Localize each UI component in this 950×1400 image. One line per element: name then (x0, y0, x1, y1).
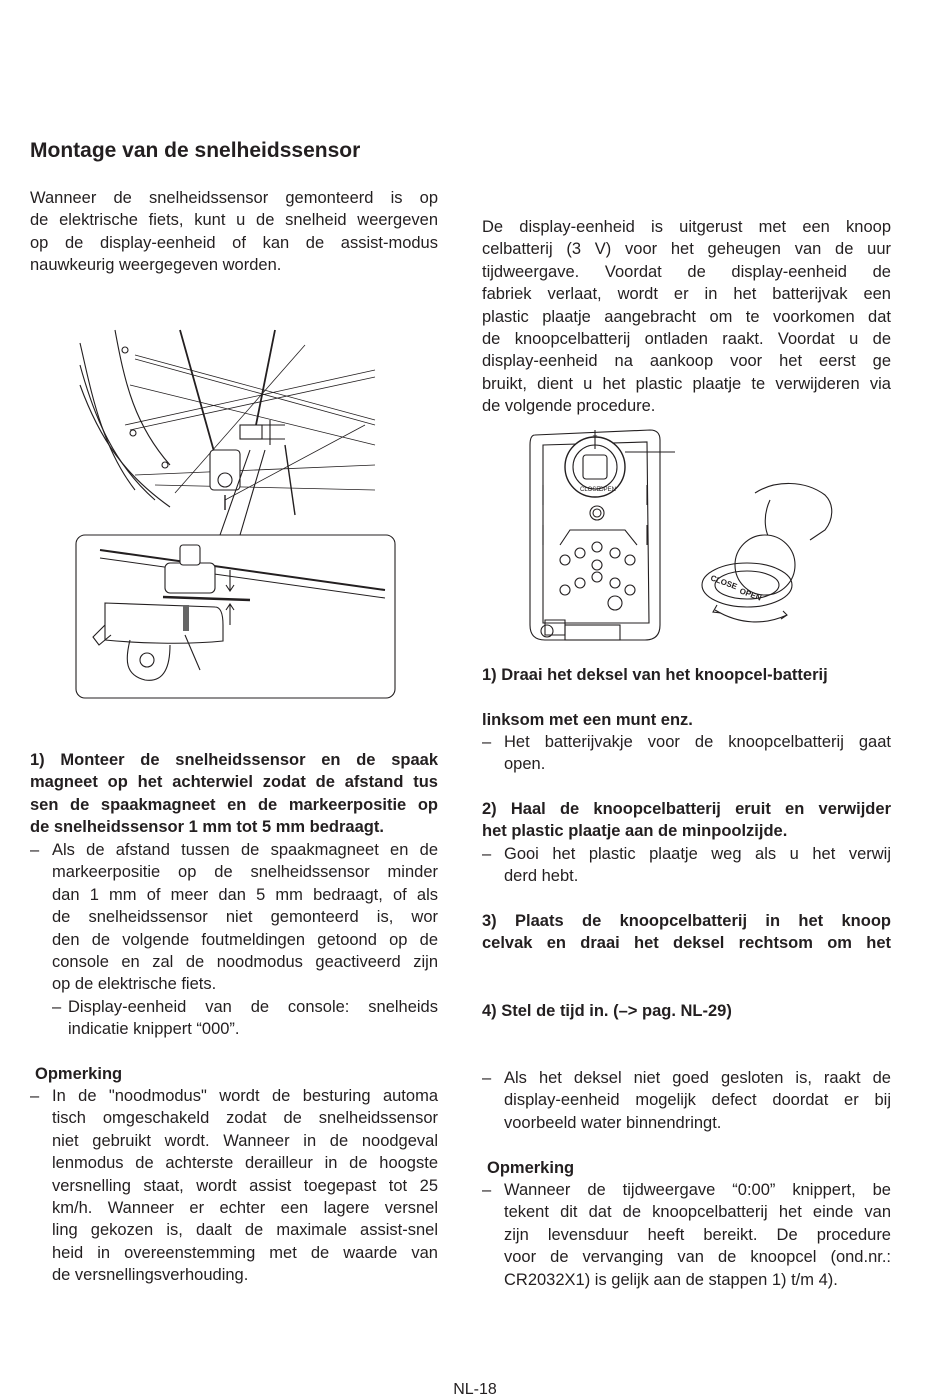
text-line: voor de vervanging van de knoopcel (ond.nr.: (504, 1248, 891, 1267)
text-line: CR2032X1) is gelijk aan de stappen 1) t/m 4). (504, 1270, 838, 1289)
dash-bullet: – (482, 733, 492, 751)
right-step1-line2: linksom met een munt enz. (482, 711, 693, 729)
text-line: Het batterijvakje voor de knoopcelbatterij gaat (504, 733, 891, 751)
right-step4: 4) Stel de tijd in. (–> pag. NL-29) (482, 1002, 732, 1020)
text-line: Display-eenheid van de console: snelheids (68, 997, 438, 1016)
text-line: Als de afstand tussen de spaakmagneet en de (52, 841, 438, 859)
text-line: De display-eenheid is uitgerust met een knoop (482, 218, 891, 236)
text-line: de versnellingsverhouding. (52, 1266, 249, 1285)
text-line: tisch omgeschakeld zodat de snelheidssensor (52, 1109, 438, 1128)
cover-close-label: CLOSE (580, 487, 601, 493)
right-remark (482, 1179, 891, 1291)
text-line: lenmodus de achterste derailleur in de hoogste (52, 1154, 438, 1173)
left-remark-heading: Opmerking (35, 1065, 123, 1083)
text-line: sen de spaakmagneet en de markeerpositie op (30, 795, 438, 814)
text-line: display-eenheid mogelijk defect doordat er bij (504, 1091, 891, 1110)
text-line: de volgende procedure. (482, 397, 656, 416)
text-line: celbatterij (3 V) voor het geheugen van de uur (482, 240, 891, 259)
dash-bullet: – (482, 845, 492, 863)
plus-sign-label: + (592, 431, 598, 441)
page-title: Montage van de snelheidssensor (30, 139, 361, 162)
coin-close-label: CLOSE (709, 573, 739, 592)
text-line: niet gebruikt wordt. Wanneer in de noodgeval (52, 1131, 438, 1150)
text-line: op de elektrische fiets. (52, 975, 217, 994)
text-line: versnelling staat, wordt assist toegepast tot 25 (52, 1176, 438, 1195)
right-step1-line1: 1) Draai het deksel van het knoopcel-batterij (482, 666, 828, 684)
text-line: fabriek verlaat, wordt er in het batterijvak een (482, 285, 891, 304)
right-step2-note (482, 843, 891, 888)
dash-bullet: – (30, 1087, 40, 1105)
right-step1-note (482, 731, 891, 776)
text-line: op de display-eenheid of kan de assist-modus (30, 233, 438, 252)
text-line: het plastic plaatje aan de minpoolzijde. (482, 822, 788, 841)
text-line: celvak en draai het deksel rechtsom om het (482, 934, 891, 953)
dash-bullet: – (52, 997, 62, 1016)
text-line: magneet op het achterwiel zodat de afstand tus (30, 773, 438, 792)
text-line: de elektrische fiets, kunt u de snelheid weergeven (30, 211, 438, 230)
cover-open-label: OPEN (599, 487, 617, 493)
text-line: Als het deksel niet goed gesloten is, raakt de (504, 1069, 891, 1087)
dash-bullet: – (482, 1181, 492, 1199)
text-line: tijdweergave. Voordat de display-eenheid de (482, 262, 891, 281)
right-step2 (482, 798, 891, 843)
text-line: display-eenheid na aankoop voor het eerst ge (482, 352, 891, 371)
text-line: In de "noodmodus" wordt de besturing automa (52, 1087, 438, 1105)
text-line: dan 1 mm of meer dan 5 mm bedraagt, of als (52, 885, 438, 904)
right-intro (482, 216, 891, 418)
text-line: nauwkeurig weergegeven worden. (30, 256, 282, 275)
text-line: plastic plaatje aangebracht om te voorkomen dat (482, 307, 891, 326)
left-remark (30, 1085, 438, 1287)
text-line: de snelheidssensor niet gemonteerd is, wor (52, 908, 438, 927)
text-line: heid in overeenstemming met de waarde van (52, 1243, 438, 1262)
text-line: open. (504, 755, 546, 774)
right-step3 (482, 910, 891, 955)
dash-bullet: – (30, 841, 40, 859)
text-line: 3) Plaats de knoopcelbatterij in het knoop (482, 912, 891, 930)
text-line: zijn levensduur heeft bereikt. De procedure (504, 1225, 891, 1244)
text-line: den de volgende foutmeldingen getoond op de (52, 930, 438, 949)
left-step1 (30, 749, 438, 839)
text-line: bruikt, dient u het plastic plaatje te verwijderen via (482, 374, 891, 393)
text-line: voorbeeld water binnendringt. (504, 1113, 722, 1132)
right-remark-heading: Opmerking (487, 1159, 575, 1177)
left-step1-note (30, 839, 438, 1041)
text-line: console en zal de noodmodus geactiveerd zijn (52, 953, 438, 972)
text-line: ling gekozen is, daalt de maximale assist-snel (52, 1221, 438, 1240)
page-number: NL-18 (453, 1381, 497, 1398)
text-line: Wanneer de tijdweergave “0:00” knippert, be (504, 1181, 891, 1199)
left-intro (30, 187, 438, 277)
text-line: derd hebt. (504, 867, 579, 886)
display-unit-battery-illustration (525, 425, 845, 655)
right-warning (482, 1067, 891, 1134)
text-line: tekent dit dat de knoopcelbatterij het einde van (504, 1203, 891, 1222)
text-line: de snelheidssensor 1 mm tot 5 mm bedraagt. (30, 818, 384, 837)
text-line: 1) Monteer de snelheidssensor en de spaak (30, 751, 438, 769)
speed-sensor-illustration (75, 325, 400, 700)
text-line: 2) Haal de knoopcelbatterij eruit en verwijder (482, 800, 891, 818)
text-line: indicatie knippert “000”. (68, 1020, 240, 1039)
text-line: de knoopcelbatterij ontladen raakt. Voordat u de (482, 330, 891, 349)
text-line: Gooi het plastic plaatje weg als u het verwij (504, 845, 891, 863)
text-line: Wanneer de snelheidssensor gemonteerd is op (30, 189, 438, 207)
coin-open-label: OPEN (738, 586, 763, 603)
text-line: km/h. Wanneer er echter een lagere versnel (52, 1199, 438, 1218)
text-line: markeerpositie op de snelheidssensor minder (52, 863, 438, 882)
dash-bullet: – (482, 1069, 492, 1087)
